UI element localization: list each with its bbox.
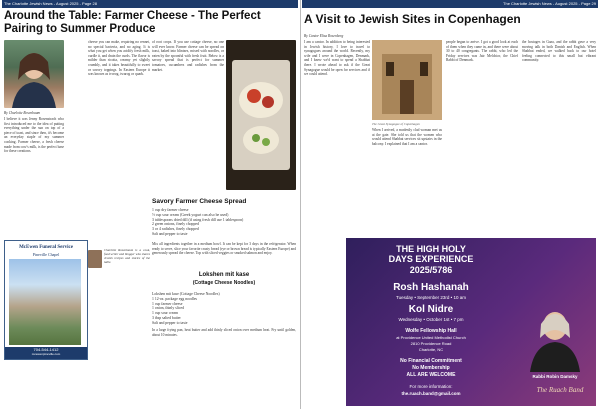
ad-subtitle: Pineville Chapel xyxy=(32,252,60,257)
ad-web[interactable]: mcewenpineville.com xyxy=(31,352,61,356)
synagogue-photo xyxy=(372,40,442,120)
photo-caption: The Great Synagogue of Copenhagen xyxy=(372,122,420,126)
left-headline: Around the Table: Farmer Cheese - The Perfect Pairing to Summer Produce xyxy=(4,10,261,35)
event-rabbi: Rabbi Robin Damsky xyxy=(532,374,578,379)
ingredient: 1 12-oz. package egg noodles xyxy=(152,296,198,301)
recipe1-method: Mix all ingredients together in a medium bowl. It can be kept for 3 days in the refrigerator. When ready to serve, slice your favorite crusty bread (rye or brown bread is typically Eastern Europe) and generously spread the cheese. Top with sliced veggies or smoked salmon and enjoy. xyxy=(152,242,296,256)
ingredient: Lokshen mit kase (Cottage Cheese Noodles) xyxy=(152,292,220,296)
ad-footer xyxy=(5,347,87,359)
rabbi-photo xyxy=(522,302,588,372)
event-rh: Rosh Hashanah xyxy=(393,282,469,293)
left-column-2 xyxy=(88,40,150,246)
event-kn-date: Wednesday • October 1st • 7 pm xyxy=(398,317,464,322)
event-venue-1: Wolfe Fellowship Hall xyxy=(405,328,457,334)
right-col4-text: the hostages in Gaza, and the rabbi gave a very moving talk in both Danish and English. When Shabbat ended, we walked back to our hotel feeling connected to this small but vibrant community. xyxy=(522,40,596,63)
event-venue-2: at Providence United Methodist Church xyxy=(396,335,466,340)
left-col2-text: cheese you can make, requiring no rennet, no special bacteria, and no aging. It is what you get when you acidify fresh milk, curdle it, and drain the curds. The flavor is milder than ricotta, creamy yet slightly crumbly, and it takes beautifully to sweet or savory toppings. In Eastern Europe it was known as tvorog, twarog or quark. xyxy=(88,40,150,77)
ingredient: 1 cup sour cream xyxy=(152,311,179,316)
event-title-2: DAYS EXPERIENCE xyxy=(388,254,474,264)
ingredient: ½ cup sour cream (Greek yogurt can also be used) xyxy=(152,212,229,217)
recipe2-subtitle: (Cottage Cheese Noodles) xyxy=(192,280,256,286)
left-header-text: The Charlotte Jewish News - August 2025 - Page 28 xyxy=(4,1,97,6)
ad-phone: 704-544-1412 xyxy=(33,347,59,352)
left-byline: By Charlotte Rosenbaum xyxy=(4,111,41,115)
right-headline: A Visit to Jewish Sites in Copenhagen xyxy=(304,12,521,26)
left-col3-text: of root crops. If you use cottage cheese, no one will ever know. Farmer cheese can be spread on toast, baked into blintzes, mixed with noodles, or eaten by the spoonful with fresh fruit. Below is a savory spread that is perfect for summer tomatoes, cucumbers and radishes from the market. xyxy=(152,40,224,72)
right-column-4 xyxy=(522,40,596,230)
right-byline: By Cantor Elisa Rosenberg xyxy=(304,34,344,38)
ad-photo xyxy=(9,259,81,345)
bio-box xyxy=(88,248,150,278)
event-kn: Kol Nidre xyxy=(408,304,454,315)
left-page-header xyxy=(2,0,298,8)
author-photo xyxy=(4,40,64,108)
ingredient: 3 tablespoons dried dill (if using fresh dill use 1 tablespoon) xyxy=(152,217,244,222)
event-venue-3: 2810 Providence Road xyxy=(410,341,452,346)
right-header-text: The Charlotte Jewish News - August 2025 - Page 29 xyxy=(503,1,596,6)
ingredient: 1 onion, thinly sliced xyxy=(152,306,185,311)
high-holy-days-ad xyxy=(346,238,596,406)
bio-photo xyxy=(88,250,102,268)
right-column-1 xyxy=(304,40,370,230)
ingredient: 2 green onions, finely chopped xyxy=(152,222,199,227)
left-column-3 xyxy=(152,40,224,114)
bio-text: Charlotte Rosenbaum is a cook, food writer and blogger who shares Jewish recipes and stories of the table. xyxy=(104,248,150,264)
recipe2-title: Lokshen mit kase xyxy=(198,272,250,278)
right-page xyxy=(300,0,600,409)
event-title-1: THE HIGH HOLY xyxy=(396,244,466,254)
ingredient: 3 or 4 radishes, finely chopped xyxy=(152,227,199,232)
event-fee-1: No Financial Commitment xyxy=(400,358,462,364)
recipe1-title: Savory Farmer Cheese Spread xyxy=(152,198,247,205)
right-column-3 xyxy=(446,40,518,230)
right-column-2 xyxy=(372,128,442,230)
ingredient: Salt and pepper to taste xyxy=(152,231,188,236)
right-col3-text: people began to arrive. I got a good look at each of them when they came in, and there were about 30 to 40 congregants. The rabbi, who led the Friday services was Jair Melchior, the Chief Rabbi of Denmark. xyxy=(446,40,518,63)
ingredient: 3 tbsp salted butter xyxy=(152,315,181,320)
ingredient: 1 cup farmer cheese xyxy=(152,301,183,306)
event-venue-4: Charlotte, NC xyxy=(418,347,444,352)
event-fee-2: No Membership xyxy=(412,365,450,371)
right-col1-text: I am a cantor. In addition to being interested in Jewish history, I love to travel to synagogues around the world. Recently, my wife and I were in Copenhagen, Denmark, and I knew we'd want to spend a Shabbat there. I wrote ahead to ask if the Great Synagogue would be open for services and if we could attend. xyxy=(304,40,370,77)
event-rh-date: Tuesday • September 23rd • 10 am xyxy=(395,295,467,300)
ad-title: McEwen Funeral Service xyxy=(19,245,73,250)
right-col2-text: When I arrived, a modestly clad woman met us at the gate. She told us that the women who would attend Shabbat services sit upstairs in the balcony. I explained that I am a cantor. xyxy=(372,128,442,146)
recipe2-method: In a large frying pan, heat butter and add thinly sliced onion over medium heat. Fry until golden, about 10 minutes. xyxy=(152,328,296,337)
left-column-1 xyxy=(4,117,64,237)
recipe2-ingredients xyxy=(152,292,296,326)
ingredient: Salt and pepper to taste xyxy=(152,320,188,325)
right-page-header xyxy=(302,0,598,8)
recipe1-ingredients xyxy=(152,208,296,237)
event-info-2[interactable]: the.ruach.band@gmail.com xyxy=(401,391,461,396)
funeral-ad xyxy=(4,240,88,360)
food-photo xyxy=(226,40,296,190)
ingredient: 1 cup dry farmer cheese xyxy=(152,208,189,212)
ruach-band-logo: The Ruach Band xyxy=(536,386,584,394)
event-year: 2025/5786 xyxy=(409,265,453,275)
event-info-1: For more information: xyxy=(409,384,453,389)
left-col1-text: I believe it was Jenny Rosenstrach who first introduced me to the idea of putting everything under the sun on top of a piece of toast, and since then, it's become an everyday staple of my summer cooking. Farmer cheese, a fresh cheese made from cow's milk, is the perfect base for these creations. xyxy=(4,117,64,154)
event-fee-3: ALL ARE WELCOME xyxy=(406,372,456,378)
